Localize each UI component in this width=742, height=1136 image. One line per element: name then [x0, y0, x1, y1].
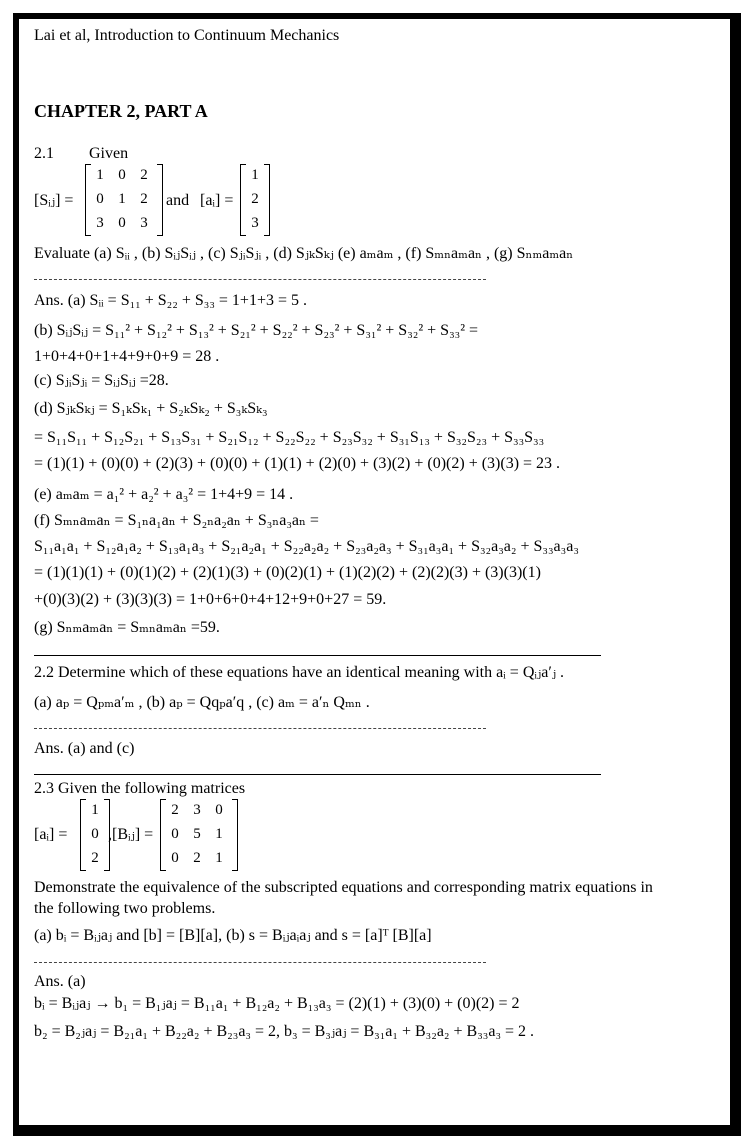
- problem-2-3-statement: 2.3 Given the following matrices: [34, 780, 246, 797]
- problem-2-3-answer-line: bᵢ = Bᵢⱼaⱼ → b₁ = B₁ⱼaⱼ = B₁₁a₁ + B₁₂a₂ + B₁₃a₃ = (2)(1) + (3)(0) + (0)(2) = 2: [34, 995, 520, 1012]
- problem-2-3-answer-line: b₂ = B₂ⱼaⱼ = B₂₁a₁ + B₂₂a₂ + B₂₃a₃ = 2, b₃ = B₃ⱼaⱼ = B₃₁a₁ + B₃₂a₂ + B₃₃a₃ = 2 .: [34, 1023, 535, 1040]
- b-matrix-label: ,[Bᵢⱼ] =: [108, 826, 154, 843]
- running-header: Lai et al, Introduction to Continuum Mechanics: [34, 27, 340, 44]
- answer-line: (f) Sₘₙaₘaₙ = S₁ₙa₁aₙ + S₂ₙa₂aₙ + S₃ₙa₃aₙ =: [34, 512, 319, 529]
- answer-line: = (1)(1)(1) + (0)(1)(2) + (2)(1)(3) + (0)(2)(1) + (1)(2)(2) + (2)(2)(3) + (3)(3)(1): [34, 564, 541, 581]
- and-label: and: [166, 192, 190, 209]
- matrix-cell: 2: [140, 191, 148, 207]
- matrix-cell: 5: [193, 826, 201, 842]
- matrix-cell: 3: [193, 802, 201, 818]
- a-vector-label: [aᵢ] =: [34, 826, 68, 843]
- bracket-right: [264, 164, 270, 236]
- section-rule: [34, 655, 601, 656]
- answer-line: = S₁₁S₁₁ + S₁₂S₂₁ + S₁₃S₃₁ + S₂₁S₁₂ + S₂₂S₂₂ + S₂₃S₃₂ + S₃₁S₁₃ + S₃₂S₂₃ + S₃₃S₃₃: [34, 429, 545, 446]
- chapter-title: CHAPTER 2, PART A: [34, 101, 208, 121]
- vector-cell: 1: [91, 802, 99, 818]
- vector-cell: 2: [251, 191, 259, 207]
- matrix-cell: 0: [118, 215, 126, 231]
- matrix-cell: 2: [193, 850, 201, 866]
- dashed-divider: [34, 279, 486, 280]
- problem-2-1-number: 2.1: [34, 145, 54, 162]
- answer-line: (e) aₘaₘ = a₁² + a₂² + a₃² = 1+4+9 = 14 .: [34, 486, 294, 503]
- problem-2-1-given: Given: [89, 145, 129, 162]
- answer-line: (g) Sₙₘaₘaₙ = Sₘₙaₘaₙ =59.: [34, 619, 220, 636]
- answer-line: S₁₁a₁a₁ + S₁₂a₁a₂ + S₁₃a₁a₃ + S₂₁a₂a₁ + S₂₂a₂a₂ + S₂₃a₂a₃ + S₃₁a₃a₁ + S₃₂a₃a₂ + S₃₃a₃a₃: [34, 538, 579, 555]
- s-matrix: [85, 164, 163, 236]
- answer-line: (b) SᵢⱼSᵢⱼ = S₁₁² + S₁₂² + S₁₃² + S₂₁² + S₂₂² + S₂₃² + S₃₁² + S₃₂² + S₃₃² =: [34, 322, 479, 339]
- dashed-divider: [34, 962, 486, 963]
- problem-2-3-subproblems: (a) bᵢ = Bᵢⱼaⱼ and [b] = [B][a], (b) s = Bᵢⱼaᵢaⱼ and s = [a]ᵀ [B][a]: [34, 927, 432, 944]
- b-matrix: [160, 799, 238, 871]
- vector-cell: 2: [91, 850, 99, 866]
- answer-line: 1+0+4+0+1+4+9+0+9 = 28 .: [34, 348, 220, 365]
- answer-line: = (1)(1) + (0)(0) + (2)(3) + (0)(0) + (1)(1) + (2)(0) + (3)(2) + (0)(2) + (3)(3) = 23 .: [34, 455, 561, 472]
- problem-2-3-demo-line: the following two problems.: [34, 900, 216, 917]
- matrix-cell: 3: [96, 215, 104, 231]
- matrix-cell: 0: [118, 167, 126, 183]
- evaluate-line: Evaluate (a) Sᵢᵢ , (b) SᵢⱼSᵢⱼ , (c) SⱼᵢSⱼᵢ , (d) SⱼₖSₖⱼ (e) aₘaₘ , (f) Sₘₙaₘaₙ , (g) Sₙₘaₘaₙ: [34, 245, 574, 262]
- matrix-cell: 0: [171, 850, 179, 866]
- bracket-right: [232, 799, 238, 871]
- problem-2-2-statement: 2.2 Determine which of these equations have an identical meaning with aᵢ = Qᵢⱼa′ⱼ .: [34, 664, 565, 681]
- answer-line: +(0)(3)(2) + (3)(3)(3) = 1+0+6+0+4+12+9+0+27 = 59.: [34, 591, 387, 608]
- matrix-cell: 2: [140, 167, 148, 183]
- section-rule: [34, 774, 601, 775]
- matrix-cell: 1: [215, 826, 223, 842]
- answer-line: (c) SⱼᵢSⱼᵢ = SᵢⱼSᵢⱼ =28.: [34, 372, 169, 389]
- matrix-cell: 0: [171, 826, 179, 842]
- vector-cell: 0: [91, 826, 99, 842]
- problem-2-3-demo-line: Demonstrate the equivalence of the subscripted equations and corresponding matrix equations in: [34, 879, 653, 896]
- answer-line: Ans. (a) Sᵢᵢ = S₁₁ + S₂₂ + S₃₃ = 1+1+3 = 5 .: [34, 292, 307, 309]
- matrix-cell: 1: [118, 191, 126, 207]
- matrix-cell: 3: [140, 215, 148, 231]
- dashed-divider: [34, 728, 486, 729]
- matrix-cell: 1: [215, 850, 223, 866]
- a-vector-label: [aᵢ] =: [200, 192, 234, 209]
- matrix-cell: 0: [96, 191, 104, 207]
- matrix-cell: 0: [215, 802, 223, 818]
- problem-2-2-options: (a) aₚ = Qₚₘa′ₘ , (b) aₚ = Qqₚa′q , (c) aₘ = a′ₙ Qₘₙ .: [34, 694, 370, 711]
- bracket-right: [157, 164, 163, 236]
- vector-cell: 3: [251, 215, 259, 231]
- matrix-cell: 2: [171, 802, 179, 818]
- answer-line: (d) SⱼₖSₖⱼ = S₁ₖSₖ₁ + S₂ₖSₖ₂ + S₃ₖSₖ₃: [34, 400, 268, 417]
- a-vector: [240, 164, 270, 236]
- problem-2-2-answer: Ans. (a) and (c): [34, 740, 135, 757]
- vector-cell: 1: [251, 167, 259, 183]
- s-matrix-label: [Sᵢⱼ] =: [34, 192, 74, 209]
- matrix-cell: 1: [96, 167, 104, 183]
- problem-2-3-answer-label: Ans. (a): [34, 973, 86, 990]
- a-vector: [80, 799, 110, 871]
